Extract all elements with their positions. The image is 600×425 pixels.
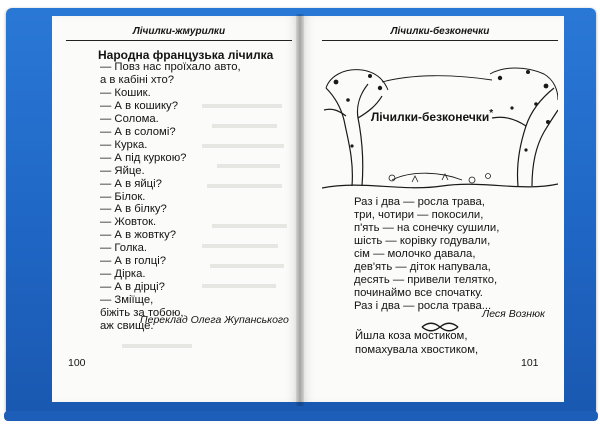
poem-line: шість — корівку годували, — [354, 235, 491, 247]
poem-line: — А в кошику? — [100, 99, 178, 112]
poem-line: — А в соломі? — [100, 125, 176, 138]
poem-line: — Повз нас проїхало авто, — [100, 61, 241, 73]
poem-line: п'ять — на сонечку сушили, — [354, 222, 500, 234]
poem-line: — Жовток. — [100, 216, 157, 229]
poem-line: Раз і два — росла трава, — [354, 196, 485, 208]
poem-line: — Кошик. — [100, 86, 151, 99]
book-cover-edge — [4, 411, 598, 421]
poem-line: — Голка. — [100, 242, 148, 255]
running-head-left: Лічилки-жмурилки — [132, 26, 226, 37]
poem-line: починаймо все спочатку. — [354, 287, 483, 299]
poem-line: — Зміїще, — [100, 294, 154, 307]
poem-line: — Солома. — [100, 112, 159, 125]
poem-title: Народна французька лічилка — [98, 48, 274, 62]
page-number-right: 101 — [521, 357, 539, 369]
poem-lines — [100, 61, 241, 333]
poem-author: Леся Вознюк — [482, 308, 545, 320]
poem-lines — [355, 330, 478, 357]
poem-line: а в кабіні хто? — [100, 73, 175, 86]
poem-line: біжіть за тобою, — [100, 307, 184, 320]
poem-line: — Яйце. — [100, 164, 145, 177]
poem-line: — А в білку? — [100, 203, 167, 216]
poem-line: десять — привели телятко, — [354, 274, 498, 286]
poem-line: Раз і два — росла трава... — [354, 300, 492, 312]
translator-credit: Переклад Олега Жупанського — [140, 314, 289, 326]
poem-line: Йшла коза мостиком, — [355, 330, 468, 342]
poem-line: — А в жовтку? — [100, 229, 177, 242]
poem-line: — А в дірці? — [100, 281, 165, 294]
page-number-left: 100 — [68, 357, 86, 369]
poem-line: — А в голці? — [100, 255, 167, 268]
poem-line: дев'ять — діток напувала, — [354, 261, 491, 273]
poem-line: — А в яйці? — [100, 177, 162, 190]
poem-line: — Дірка. — [100, 268, 146, 281]
poem-line: сім — молочко давала, — [354, 248, 476, 260]
poem-lines — [354, 196, 499, 313]
illustration-title: Лічилки-безконечки* — [370, 108, 494, 124]
header-rule-right — [322, 40, 558, 41]
poem-line: — Білок. — [100, 190, 146, 203]
header-rule-left — [66, 40, 292, 41]
poem-line: три, чотири — покосили, — [354, 209, 484, 221]
running-head-right: Лічилки-безконечки — [390, 26, 490, 37]
poem-line: — А під куркою? — [100, 151, 187, 164]
poem-line: — Курка. — [100, 138, 148, 151]
tree-illustration — [322, 60, 558, 194]
footnote-mark: * — [489, 108, 494, 119]
poem-line: помахувала хвостиком, — [355, 343, 479, 356]
poem-line: аж свище. — [100, 320, 154, 333]
book-spine — [296, 14, 304, 406]
